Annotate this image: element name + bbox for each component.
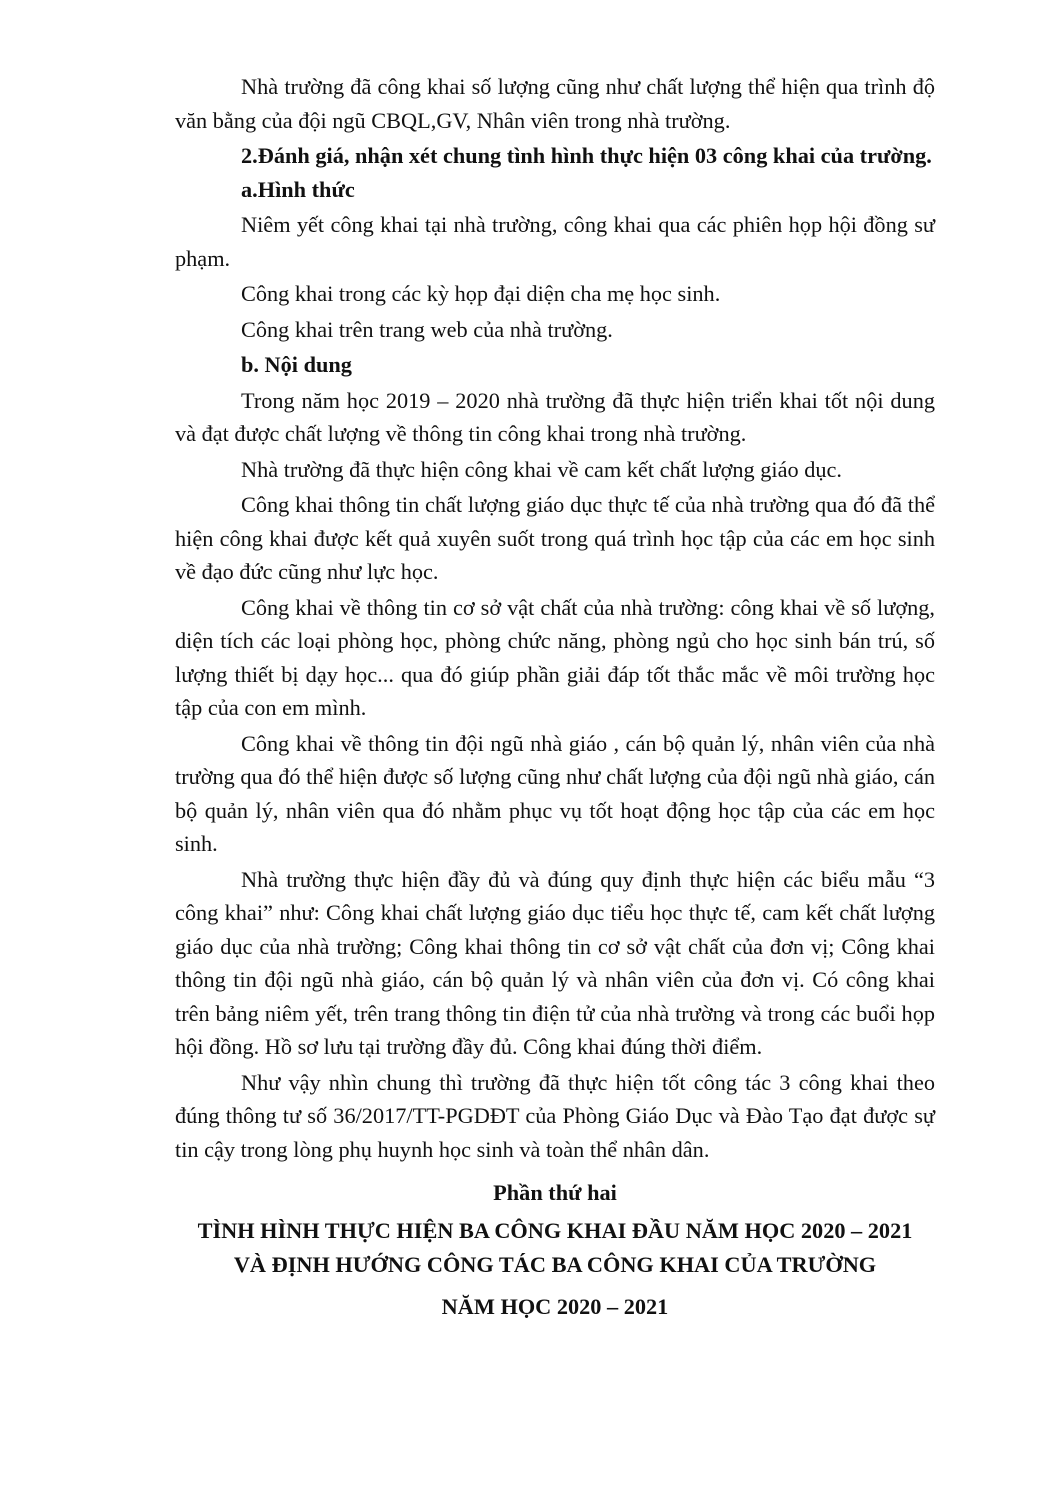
section-heading-evaluation: 2.Đánh giá, nhận xét chung tình hình thực hiện 03 công khai của trường. — [241, 143, 932, 168]
paragraph-teaching-staff: Công khai về thông tin đội ngũ nhà giáo , cán bộ quản lý, nhân viên của nhà trường qua đó thể hiện được số lượng cũng như chất lượng của đội ngũ nhà giáo, cán bộ quản lý, nhân viên qua đó nhằm phục vụ tốt hoạt động học tập của các em học sinh. — [175, 730, 935, 856]
part-title-line-2: VÀ ĐỊNH HƯỚNG CÔNG TÁC BA CÔNG KHAI CỦA TRƯỜNG — [233, 1252, 877, 1277]
part-title-line-1: TÌNH HÌNH THỰC HIỆN BA CÔNG KHAI ĐẦU NĂM HỌC 2020 – 2021 — [197, 1218, 913, 1243]
part-title-line-3: NĂM HỌC 2020 – 2021 — [441, 1294, 669, 1319]
paragraph-parent-meetings: Công khai trong các kỳ họp đại diện cha mẹ học sinh. — [241, 281, 721, 306]
paragraph-school-year: Trong năm học 2019 – 2020 nhà trường đã thực hiện triển khai tốt nội dung và đạt được chất lượng về thông tin công khai trong nhà trường. — [175, 387, 935, 446]
part-heading — [175, 1176, 935, 1324]
subsection-heading-content: b. Nội dung — [241, 352, 352, 377]
subsection-heading-form: a.Hình thức — [241, 176, 355, 202]
paragraph-three-disclosures: Nhà trường thực hiện đầy đủ và đúng quy định thực hiện các biểu mẫu “3 công khai” như: Công khai chất lượng giáo dục tiểu học thực tế, cam kết chất lượng giáo dục của nhà trường; Công khai thông tin cơ sở vật chất của đơn vị; Công khai thông tin đội ngũ nhà giáo, cán bộ quản lý và nhân viên của đơn vị. Có công khai trên bảng niêm yết, trên trang thông tin điện tử của nhà trường và trong các buổi họp hội đồng. Hồ sơ lưu tại trường đầy đủ. Công khai đúng thời điểm. — [175, 866, 935, 1059]
paragraph-staff-disclosure: Nhà trường đã công khai số lượng cũng như chất lượng thể hiện qua trình độ văn bằng của đội ngũ CBQL,GV, Nhân viên trong nhà trường. — [175, 74, 935, 133]
paragraph-posting: Niêm yết công khai tại nhà trường, công khai qua các phiên họp hội đồng sư phạm. — [175, 212, 935, 271]
paragraph-facilities: Công khai về thông tin cơ sở vật chất của nhà trường: công khai về số lượng, diện tích các loại phòng học, phòng chức năng, phòng ngủ cho học sinh bán trú, số lượng thiết bị dạy học... qua đó giúp phần giải đáp tốt thắc mắc về môi trường học tập của con em mình. — [175, 594, 935, 720]
document-body — [175, 70, 935, 1166]
paragraph-education-quality: Công khai thông tin chất lượng giáo dục thực tế của nhà trường qua đó đã thể hiện công khai được kết quả xuyên suốt trong quá trình học tập của các em học sinh về đạo đức cũng như lực học. — [175, 492, 935, 584]
part-label: Phần thứ hai — [493, 1180, 617, 1205]
paragraph-website: Công khai trên trang web của nhà trường. — [241, 316, 613, 342]
paragraph-conclusion: Như vậy nhìn chung thì trường đã thực hiện tốt công tác 3 công khai theo đúng thông tư số 36/2017/TT-PGDĐT của Phòng Giáo Dục và Đào Tạo đạt được sự tin cậy trong lòng phụ huynh học sinh và toàn thể nhân dân. — [175, 1069, 935, 1162]
paragraph-quality-commitment: Nhà trường đã thực hiện công khai về cam kết chất lượng giáo dục. — [241, 456, 842, 482]
